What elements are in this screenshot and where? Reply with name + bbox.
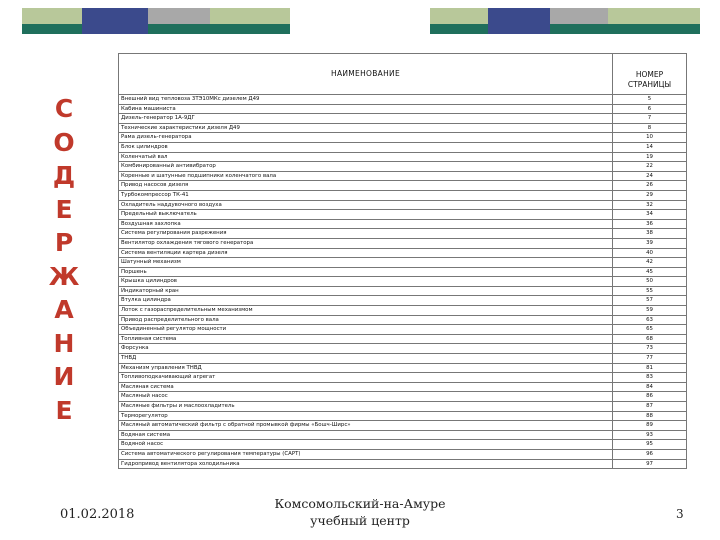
vertical-title-letter: А xyxy=(54,295,74,324)
footer-page-number: 3 xyxy=(676,507,684,521)
row-title: Масляная система xyxy=(119,382,613,392)
table-row xyxy=(119,229,687,239)
row-title: Внешний вид тепловоза 3ТЭ10МКс дизелем Д49 xyxy=(119,95,613,105)
table-row xyxy=(119,200,687,210)
header-band-block xyxy=(550,8,608,24)
table-row xyxy=(119,382,687,392)
row-title: Рама дизель-генератора xyxy=(119,133,613,143)
table-row xyxy=(119,286,687,296)
row-page-number: 57 xyxy=(613,296,687,306)
table-row xyxy=(119,277,687,287)
row-title: Масляный автоматический фильтр с обратной промывкой фирмы «Бошч-Ширс» xyxy=(119,421,613,431)
table-row xyxy=(119,334,687,344)
row-title: Масляный насос xyxy=(119,392,613,402)
row-title: Коренные и шатунные подшипники коленчатого вала xyxy=(119,171,613,181)
table-row xyxy=(119,181,687,191)
row-title: Предельный выключатель xyxy=(119,210,613,220)
row-page-number: 89 xyxy=(613,421,687,431)
table-row xyxy=(119,142,687,152)
row-page-number: 59 xyxy=(613,306,687,316)
row-page-number: 32 xyxy=(613,200,687,210)
header-band-block xyxy=(488,8,550,24)
row-page-number: 34 xyxy=(613,210,687,220)
row-title: ТНВД xyxy=(119,354,613,364)
header-band-block xyxy=(22,24,82,34)
table-row xyxy=(119,363,687,373)
header-band-block xyxy=(430,8,488,24)
header-band-block xyxy=(488,24,550,34)
table-row xyxy=(119,258,687,268)
table-header-row xyxy=(119,54,687,95)
header-band-block xyxy=(148,8,210,24)
table-row xyxy=(119,354,687,364)
table-row xyxy=(119,104,687,114)
column-header-page-line1: НОМЕР xyxy=(635,70,664,79)
row-title: Привод насосов дизеля xyxy=(119,181,613,191)
row-page-number: 24 xyxy=(613,171,687,181)
table-row xyxy=(119,430,687,440)
row-page-number: 83 xyxy=(613,373,687,383)
footer-city-line2: учебный центр xyxy=(310,513,410,528)
row-page-number: 22 xyxy=(613,162,687,172)
row-title: Охладитель наддувочного воздуха xyxy=(119,200,613,210)
table-row xyxy=(119,296,687,306)
table-row xyxy=(119,210,687,220)
row-title: Водяная система xyxy=(119,430,613,440)
vertical-title-letter: Е xyxy=(55,395,73,425)
table-row xyxy=(119,267,687,277)
row-page-number: 84 xyxy=(613,382,687,392)
column-header-name: НАИМЕНОВАНИЕ xyxy=(119,54,613,95)
row-page-number: 40 xyxy=(613,248,687,258)
row-title: Система автоматического регулирования температуры (САРТ) xyxy=(119,449,613,459)
table-row xyxy=(119,171,687,181)
table-row xyxy=(119,248,687,258)
row-title: Водяной насос xyxy=(119,440,613,450)
row-title: Терморегулятор xyxy=(119,411,613,421)
row-page-number: 73 xyxy=(613,344,687,354)
footer-date: 01.02.2018 xyxy=(60,507,135,522)
table-row xyxy=(119,402,687,412)
row-title: Топливоподкачивающий агрегат xyxy=(119,373,613,383)
row-page-number: 88 xyxy=(613,411,687,421)
row-page-number: 10 xyxy=(613,133,687,143)
row-title: Масляные фильтры и маслоохладитель xyxy=(119,402,613,412)
row-page-number: 55 xyxy=(613,286,687,296)
row-page-number: 8 xyxy=(613,123,687,133)
header-band-block xyxy=(210,8,290,24)
vertical-title-letter: Р xyxy=(54,228,74,257)
row-title: Система вентиляции картера дизеля xyxy=(119,248,613,258)
row-page-number: 29 xyxy=(613,190,687,200)
row-page-number: 86 xyxy=(613,392,687,402)
row-title: Гидропривод вентилятора холодильника xyxy=(119,459,613,469)
row-title: Комбинированный антивибратор xyxy=(119,162,613,172)
table-row xyxy=(119,421,687,431)
table-row xyxy=(119,344,687,354)
column-header-page xyxy=(613,54,687,95)
row-page-number: 63 xyxy=(613,315,687,325)
table-row xyxy=(119,162,687,172)
row-title: Индикаторный кран xyxy=(119,286,613,296)
header-band-block xyxy=(82,8,148,24)
row-title: Коленчатый вал xyxy=(119,152,613,162)
table-row xyxy=(119,315,687,325)
row-title: Шатунный механизм xyxy=(119,258,613,268)
vertical-title xyxy=(44,92,84,427)
row-page-number: 87 xyxy=(613,402,687,412)
row-page-number: 96 xyxy=(613,449,687,459)
row-title: Поршень xyxy=(119,267,613,277)
row-title: Лоток с газораспределительным механизмом xyxy=(119,306,613,316)
table-row xyxy=(119,440,687,450)
footer-city-line1: Комсомольский-на-Амуре xyxy=(274,496,446,511)
row-page-number: 19 xyxy=(613,152,687,162)
header-band-block xyxy=(608,24,700,34)
table-row xyxy=(119,133,687,143)
row-title: Втулка цилиндра xyxy=(119,296,613,306)
row-title: Механизм управления ТНВД xyxy=(119,363,613,373)
header-band-block xyxy=(430,24,488,34)
row-title: Топливная система xyxy=(119,334,613,344)
vertical-title-letter: Н xyxy=(53,328,75,358)
decorative-header-bands xyxy=(0,0,720,44)
row-page-number: 65 xyxy=(613,325,687,335)
row-page-number: 77 xyxy=(613,354,687,364)
row-page-number: 38 xyxy=(613,229,687,239)
row-title: Форсунка xyxy=(119,344,613,354)
row-page-number: 26 xyxy=(613,181,687,191)
table-row xyxy=(119,306,687,316)
row-title: Привод распределительного вала xyxy=(119,315,613,325)
column-header-page-line2: СТРАНИЦЫ xyxy=(627,80,672,89)
table-row xyxy=(119,449,687,459)
header-band-block xyxy=(550,24,608,34)
table-row xyxy=(119,114,687,124)
vertical-title-letter: Ж xyxy=(48,261,80,291)
row-page-number: 81 xyxy=(613,363,687,373)
vertical-title-letter: Д xyxy=(52,161,76,190)
row-page-number: 39 xyxy=(613,238,687,248)
row-title: Дизель-генератор 1А-9ДГ xyxy=(119,114,613,124)
header-band-block xyxy=(210,24,290,34)
row-title: Технические характеристики дизеля Д49 xyxy=(119,123,613,133)
table-row xyxy=(119,373,687,383)
row-page-number: 5 xyxy=(613,95,687,105)
header-band-block xyxy=(82,24,148,34)
row-page-number: 95 xyxy=(613,440,687,450)
row-title: Крышка цилиндров xyxy=(119,277,613,287)
vertical-title-letter: С xyxy=(54,94,74,123)
table-row xyxy=(119,392,687,402)
row-title: Система регулирования разрежения xyxy=(119,229,613,239)
row-title: Воздушная захлопка xyxy=(119,219,613,229)
vertical-title-letter: О xyxy=(53,127,75,157)
table-row xyxy=(119,411,687,421)
row-page-number: 36 xyxy=(613,219,687,229)
row-page-number: 6 xyxy=(613,104,687,114)
row-title: Кабина машиниста xyxy=(119,104,613,114)
table-row xyxy=(119,459,687,469)
row-page-number: 45 xyxy=(613,267,687,277)
header-band-block xyxy=(608,8,700,24)
table-row xyxy=(119,123,687,133)
table-row xyxy=(119,219,687,229)
vertical-title-letter: Е xyxy=(55,194,73,224)
row-title: Блок цилиндров xyxy=(119,142,613,152)
row-page-number: 42 xyxy=(613,258,687,268)
header-band-block xyxy=(22,8,82,24)
row-page-number: 14 xyxy=(613,142,687,152)
contents-table xyxy=(118,53,687,469)
footer-organization xyxy=(270,495,450,529)
row-title: Турбокомпрессор ТК-41 xyxy=(119,190,613,200)
row-title: Вентилятор охлаждения тягового генератора xyxy=(119,238,613,248)
row-page-number: 7 xyxy=(613,114,687,124)
row-page-number: 68 xyxy=(613,334,687,344)
table-row xyxy=(119,152,687,162)
table-row xyxy=(119,325,687,335)
row-page-number: 93 xyxy=(613,430,687,440)
vertical-title-letter: И xyxy=(53,362,75,391)
table-row xyxy=(119,190,687,200)
table-row xyxy=(119,95,687,105)
table-row xyxy=(119,238,687,248)
row-title: Объединенный регулятор мощности xyxy=(119,325,613,335)
row-page-number: 50 xyxy=(613,277,687,287)
header-band-block xyxy=(148,24,210,34)
row-page-number: 97 xyxy=(613,459,687,469)
